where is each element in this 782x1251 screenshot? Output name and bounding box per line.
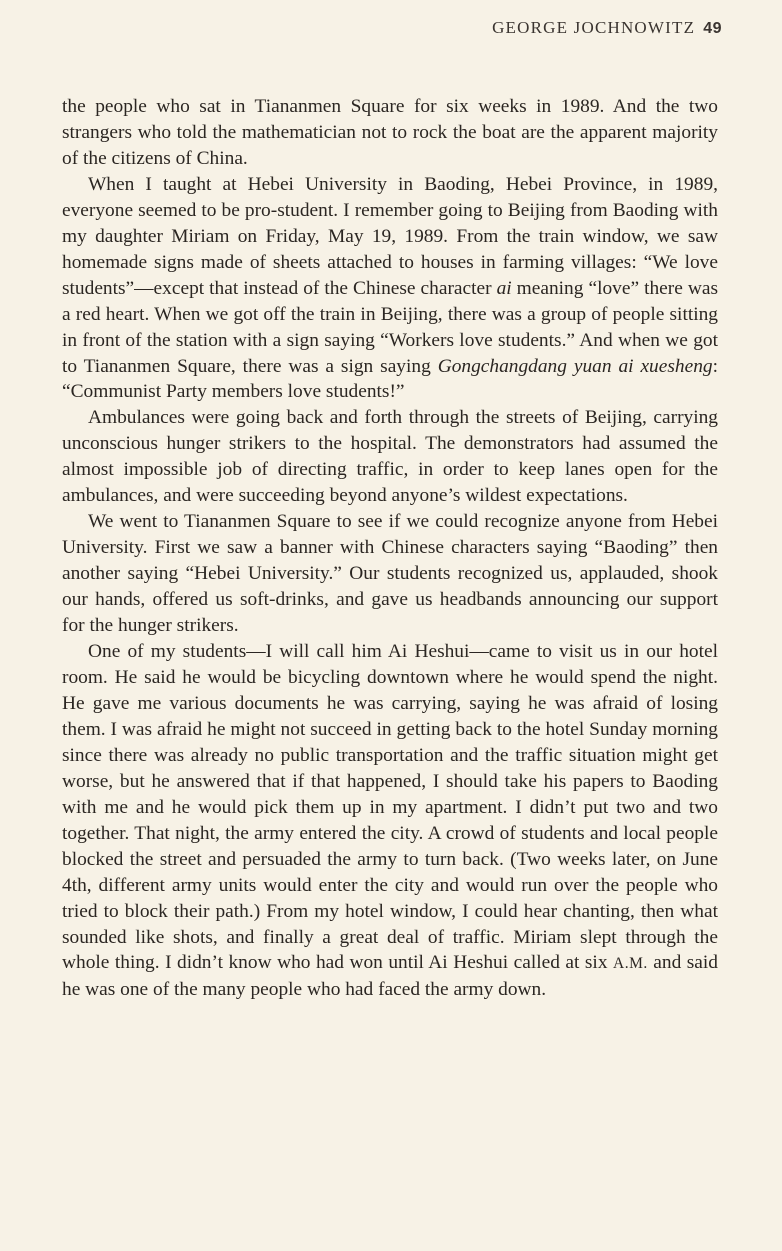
text-run: meaning “love” there was a red heart. When we got off the train in Beijing, there was a group of people sitting in front of the station with a sign saying “Workers love students.” And when we got to Tiananmen Square, there was a sign saying — [62, 277, 718, 377]
paragraph-1 — [62, 94, 718, 172]
paragraph-2 — [62, 172, 718, 406]
text-run: We went to Tiananmen Square to see if we could recognize anyone from Hebei University. First we saw a banner with Chinese characters saying “Baoding” then another saying “Hebei University.” Our students recognized us, applauded, shook our hands, offered us soft-drinks, and gave us headbands announcing our support for the hunger strikers. — [62, 511, 718, 637]
running-head — [492, 18, 722, 38]
paragraph-5 — [62, 639, 718, 1003]
text-run: : “Communist Party members love students!” — [62, 355, 718, 403]
text-run: Ambulances were going back and forth through the streets of Beijing, carrying unconscious hunger strikers to the hospital. The demonstrators had assumed the almost impossible job of directing traffic, in order to keep lanes open for the ambulances, and were succeeding beyond anyone’s wildest expectations. — [62, 407, 718, 507]
text-run: When I taught at Hebei University in Baoding, Hebei Province, in 1989, everyone seemed to be pro-student. I remember going to Beijing from Baoding with my daughter Miriam on Friday, May 19, 1989. From the train window, we saw homemade signs made of sheets attached to houses in farming villages: “We love students”—except that instead of the Chinese character — [62, 173, 718, 299]
text-run: the people who sat in Tiananmen Square for six weeks in 1989. And the two strangers who told the mathematician not to rock the boat are the apparent majority of the citizens of China. — [62, 96, 718, 169]
running-title: GEORGE JOCHNOWITZ — [492, 18, 696, 37]
italic-text: Gongchangdang yuan ai xuesheng — [437, 355, 713, 377]
italic-text: ai — [496, 277, 512, 299]
body-text — [62, 94, 718, 1003]
paragraph-3 — [62, 405, 718, 509]
text-run: and said he was one of the many people who had faced the army down. — [62, 952, 718, 1001]
paragraph-4 — [62, 509, 718, 639]
small-caps-text: A.M. — [613, 955, 648, 973]
page-number: 49 — [703, 20, 722, 37]
text-run: One of my students—I will call him Ai Heshui—came to visit us in our hotel room. He said he would be bicycling downtown where he would spend the night. He gave me various documents he was carrying, saying he was afraid of losing them. I was afraid he might not succeed in getting back to the hotel Sunday morning since there was already no public transportation and the traffic situation might get worse, but he answered that if that happened, I should take his papers to Baoding with me and he would pick them up in my apartment. I didn’t put two and two together. That night, the army entered the city. A crowd of students and local people blocked the street and persuaded the army to turn back. (Two weeks later, on June 4th, different army units would enter the city and would run over the people who tried to block their path.) From my hotel window, I could hear chanting, then what sounded like shots, and finally a great deal of traffic. Miriam slept through the whole thing. I didn’t know who had won until Ai Heshui called at six — [62, 641, 718, 974]
